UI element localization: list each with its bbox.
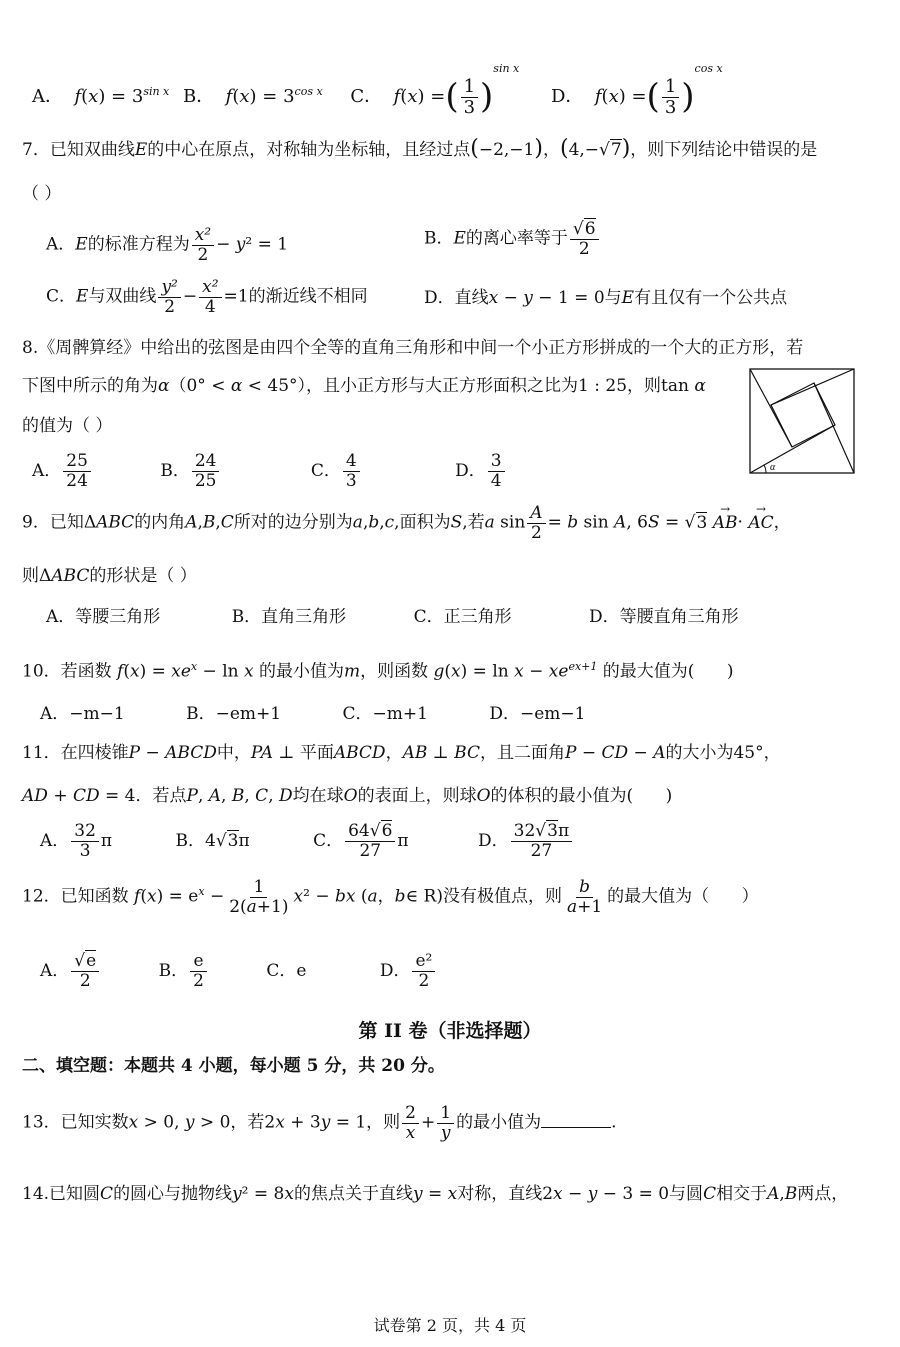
q8-line1: 8.《周髀算经》中给出的弦图是由四个全等的直角三角形和中间一个小正方形拼成的一个大的正方形，若: [22, 338, 804, 358]
q8-option-d: D． $\frac{3}{4}$: [455, 461, 506, 481]
q8-line2: 下图中所示的角为α（0° < α < 45°），且小正方形与大正方形面积之比为1 : 25，则tan α: [22, 376, 706, 396]
triangle-edge: [750, 369, 792, 447]
q7-option-a: A．E的标准方程为 $\frac{\text{x²}}{2}$ − y² = 1: [46, 225, 289, 265]
q12-option-c: C．e: [266, 960, 307, 981]
q7-stem: 7．已知双曲线E的中心在原点，对称轴为坐标轴，且经过点(−2,−1)，(4,−√7)，则下列结论中错误的是: [22, 136, 818, 161]
q10-option-c: C．−m+1: [342, 704, 428, 724]
section-heading: 二、填空题：本题共 4 小题，每小题 5 分，共 20 分。: [22, 1056, 445, 1076]
q9-option-a: A．等腰三角形: [46, 607, 161, 627]
q6-options: [32, 62, 723, 117]
q11-option-a: A． $\frac{32}{3}$ π: [40, 821, 113, 861]
inner-square: [771, 383, 835, 447]
q12-options: [40, 952, 437, 990]
q12-option-d: D． $\frac{\text{e²}}{2}$: [380, 961, 438, 981]
q13: 13．已知实数x > 0, y > 0，若2x + 3y = 1，则 $\frac{2}{x}$ + $\frac{1}{y}$ 的最小值为 .: [22, 1103, 617, 1143]
triangle-edge: [814, 383, 854, 473]
q10-option-a: A．−m−1: [40, 704, 125, 724]
q8-options: [32, 452, 507, 490]
q9-line1: 9．已知ΔABC的内角A,B,C所对的边分别为a,b,c,面积为S,若a sin $\frac{A}{2}$ = b sin A, 6S = √3 → AB· → AC，: [22, 504, 791, 542]
q6-option-d: D． f(x) =( $\frac{1}{3}$ )$^{cos x}$: [550, 62, 723, 118]
q7-option-d: D．直线x − y − 1 = 0与E有且仅有一个公共点: [424, 288, 788, 308]
outer-square: [750, 369, 854, 473]
q6-option-c: C． f(x) =( $\frac{1}{3}$ )$^{sin x}$: [350, 62, 520, 118]
q14: 14.已知圆C的圆心与抛物线y² = 8x的焦点关于直线y = x对称，直线2x − y − 3 = 0与圆C相交于A,B两点，: [22, 1184, 849, 1204]
q8-option-c: C． $\frac{4}{3}$: [311, 461, 362, 481]
q12-line1: 12．已知函数 $f(x) = e^x$ − $\frac{1}{2(a+1)}$ x² − bx (a，b∈ R)没有极值点，则 $\frac{b}{a+1}$ 的最大值为（ ）: [22, 877, 759, 917]
page-footer: 试卷第 2 页，共 4 页: [373, 1316, 527, 1335]
q11-options: [40, 822, 574, 860]
q9-option-b: B．直角三角形: [231, 607, 347, 627]
q12-option-a: A． $\frac{√e}{2}$: [40, 961, 101, 981]
q11-option-b: B．4√3π: [175, 830, 250, 851]
q9-options: [46, 607, 739, 627]
q8-option-a: A． $\frac{25}{24}$: [32, 461, 93, 481]
triangle-edge: [771, 369, 854, 405]
q8-figure: [748, 367, 858, 475]
q7-option-b: B．E的离心率等于 $\frac{√6}{2}$: [424, 220, 601, 258]
q7-option-c: C．E与双曲线 $\frac{\text{y²}}{2}$ − $\frac{\text{x²}}{4}$ =1的渐近线不相同: [46, 277, 368, 317]
q7-paren: （ ）: [22, 184, 62, 204]
q10-line1: 10．若函数 $f(x) = xe^x - \ln x$ 的最小值为m，则函数 $g(x) = \ln x - xe^{ex+1}$ 的最大值为( ): [22, 660, 734, 682]
q11-option-d: D． $\frac{32√3\pi}{27}$: [478, 831, 574, 851]
q10-option-b: B．−em+1: [186, 704, 282, 724]
q11-option-c: C． $\frac{64√6}{27}$ π: [313, 821, 409, 861]
q9-option-c: C．正三角形: [413, 607, 512, 627]
q13-answer-blank: [541, 1113, 611, 1128]
q8-line3: 的值为（ ）: [22, 416, 113, 436]
q6-option-a: A． $f(x) = 3^{sin x}$: [32, 85, 170, 107]
triangle-edge: [750, 425, 835, 473]
angle-arc: [764, 465, 766, 473]
q12-option-b: B． $\frac{e}{2}$: [159, 961, 209, 981]
section-title: 第 II 卷（非选择题）: [358, 1020, 542, 1042]
q9-line2: 则ΔABC的形状是（ ）: [22, 566, 197, 586]
q10-option-d: D．−em−1: [489, 704, 586, 724]
q11-line2: AD + CD = 4．若点P, A, B, C, D均在球O的表面上，则球O的体积的最小值为( ): [22, 786, 673, 806]
q9-option-d: D．等腰直角三角形: [589, 607, 739, 627]
angle-label: α: [770, 462, 776, 473]
q10-options: [40, 704, 585, 724]
q8-option-b: B． $\frac{24}{25}$: [160, 461, 221, 481]
q11-line1: 11．在四棱锥P − ABCD中，PA ⊥ 平面ABCD，AB ⊥ BC，且二面角P − CD − A的大小为45°，: [22, 743, 781, 763]
q6-option-b: B． $f(x) = 3^{cos x}$: [183, 85, 323, 107]
